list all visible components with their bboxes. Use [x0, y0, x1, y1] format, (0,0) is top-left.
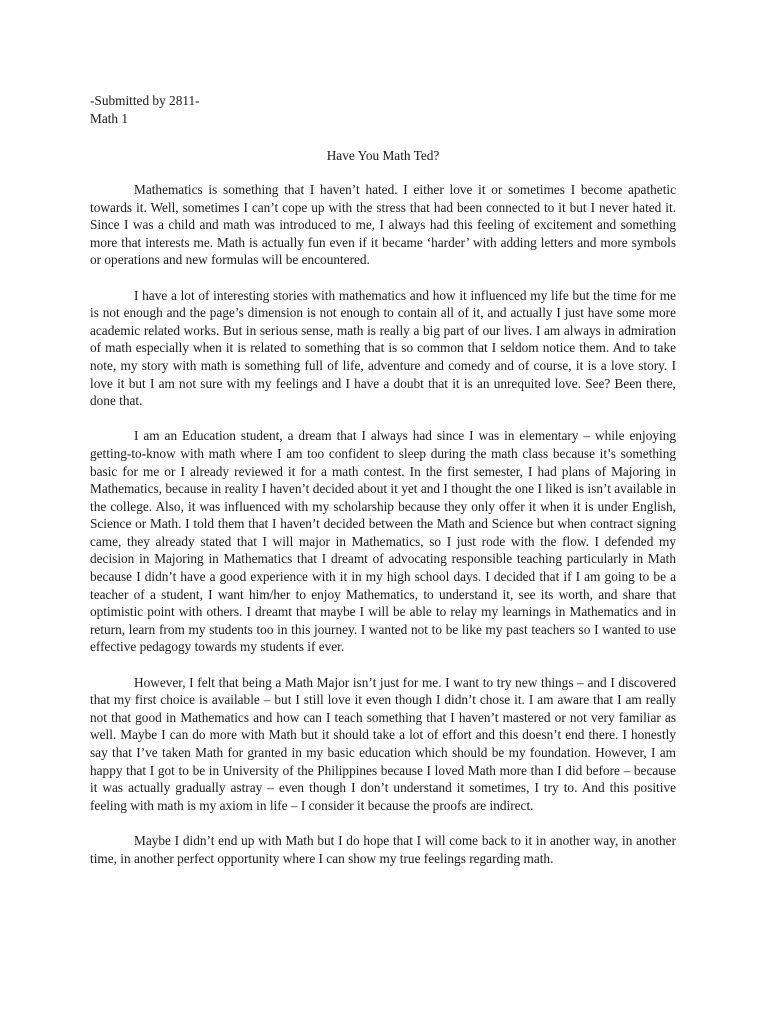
paragraph-4: However, I felt that being a Math Major isn’t just for me. I want to try new things – and I discovered that my first choice is available – but I still love it even though I didn’t chose it. I am aware that I am really not that good in Mathematics and how can I teach something that I haven’t mastered or not very familiar as well. Maybe I can do more with Math but it should take a lot of effort and this doesn’t end there. I honestly say that I’ve taken Math for granted in my basic education which should be my foundation. However, I am happy that I got to be in University of the Philippines because I loved Math more than I did before – because it was actually gradually astray – even though I don’t understand it sometimes, I try to. And this positive feeling with math is my axiom in life – I consider it because the proofs are indirect. — [90, 674, 676, 813]
submitted-by-line: -Submitted by 2811- — [90, 93, 200, 108]
essay-body — [90, 181, 676, 885]
paragraph-2: I have a lot of interesting stories with mathematics and how it influenced my life but the time for me is not enough and the page’s dimension is not enough to contain all of it, and actually I just have some more academic related works. But in serious sense, math is really a big part of our lives. I am always in admiration of math especially when it is related to something that is so common that I seldom notice them. And to take note, my story with math is something full of life, adventure and comedy and of course, it is a love story. I love it but I am not sure with my feelings and I have a doubt that it is an unrequited love. See? Been there, done that. — [90, 287, 676, 409]
paragraph-5: Maybe I didn’t end up with Math but I do hope that I will come back to it in another way, in another time, in another perfect opportunity where I can show my true feelings regarding math. — [90, 832, 676, 866]
course-line: Math 1 — [90, 111, 129, 126]
essay-title: Have You Math Ted? — [326, 148, 440, 163]
paragraph-3: I am an Education student, a dream that I always had since I was in elementary – while enjoying getting-to-know with math where I am too confident to sleep during the math class because it’s something basic for me or I already reviewed it for a math contest. In the first semester, I had plans of Majoring in Mathematics, because in reality I haven’t decided about it yet and I thought the one I liked is isn’t available in the college. Also, it was influenced with my scholarship because they only offer it when it is under English, Science or Math. I told them that I haven’t decided between the Math and Science but when contract signing came, they already stated that I will major in Mathematics, so I just rode with the flow. I defended my decision in Majoring in Mathematics that I dreamt of advocating responsible teaching particularly in Math because I didn’t have a good experience with it in my high school days. I decided that if I am going to be a teacher of a student, I want him/her to enjoy Mathematics, to understand it, see its worth, and share that optimistic point with others. I dreamt that maybe I will be able to relay my learnings in Mathematics and in return, learn from my students too in this journey. I wanted not to be like my past teachers so I wanted to use effective pedagogy towards my students if ever. — [90, 428, 676, 655]
paragraph-1: Mathematics is something that I haven’t hated. I either love it or sometimes I become apathetic towards it. Well, sometimes I can’t cope up with the stress that had been connected to it but I never hated it. Since I was a child and math was introduced to me, I always had this feeling of excitement and something more that interests me. Math is actually fun even if it became ‘harder’ with adding letters and more symbols or operations and new formulas will be encountered. — [90, 182, 676, 268]
header-block — [90, 92, 200, 128]
